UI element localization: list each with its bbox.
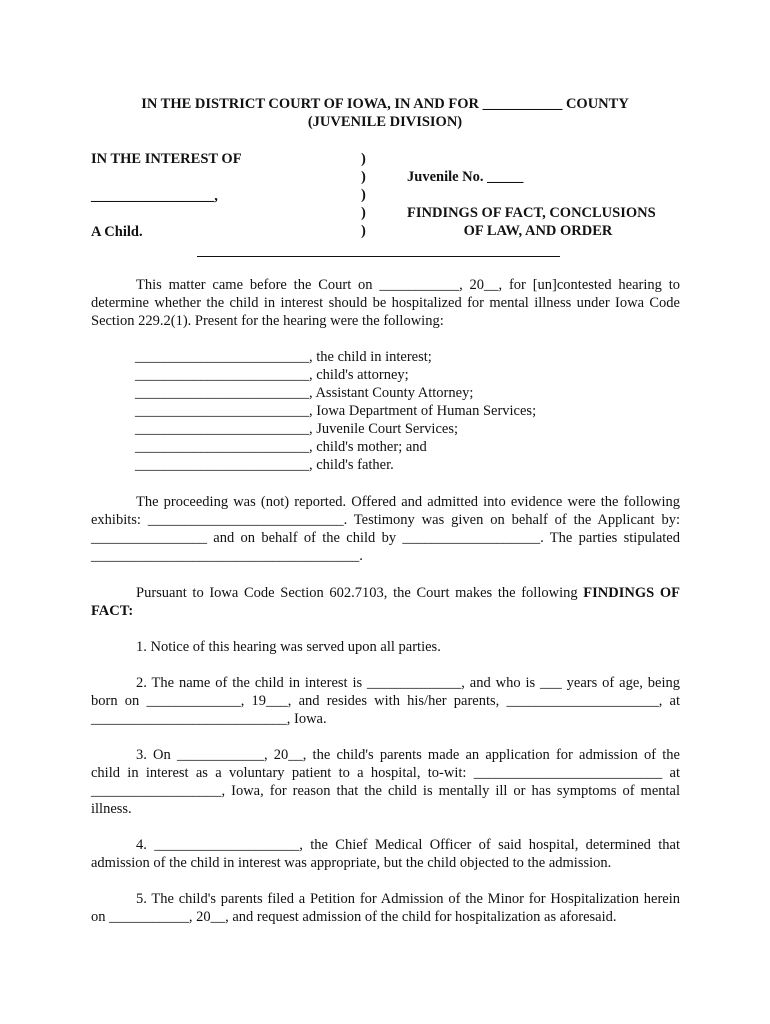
caption-a-child: A Child. [91,224,143,240]
paragraph-line: on ___________, 20__, and request admission of the child for hospitalization as aforesaid. [91,909,617,925]
juvenile-number: Juvenile No. _____ [407,169,524,185]
caption-paren: ) [361,169,366,185]
paragraph-line: admission of the child in interest was appropriate, but the child objected to the admission. [91,855,612,871]
caption-paren: ) [361,187,366,203]
caption-paren: ) [361,223,366,239]
findings-heading: FINDINGS OF [583,585,680,601]
finding-4 [91,836,680,872]
finding-3 [91,746,680,818]
court-header-line2: (JUVENILE DIVISION) [307,114,463,130]
attendee-line: ________________________, the child in interest; [135,349,432,365]
proceeding-paragraph [91,493,680,565]
paragraph-line: 4. ____________________, the Chief Medical Officer of said hospital, determined that [136,837,680,853]
attendee-line: ________________________, Assistant County Attorney; [135,385,474,401]
caption-divider [197,256,560,257]
paragraph-line: Section 229.2(1). Present for the hearing were the following: [91,313,444,329]
attendee-line: ________________________, Juvenile Court Services; [135,421,459,437]
caption-name-blank: _________________, [91,188,218,204]
document-title-line2: OF LAW, AND ORDER [463,223,613,239]
findings-intro-text: Pursuant to Iowa Code Section 602.7103, the Court makes the following [136,585,578,601]
finding-5 [91,890,680,926]
attendee-line: ________________________, Iowa Department of Human Services; [135,403,537,419]
paragraph-line: _____________________________________. [91,548,363,564]
paragraph-line: 5. The child's parents filed a Petition for Admission of the Minor for Hospitalization herein [136,891,680,907]
attendee-line: ________________________, child's attorney; [135,367,409,383]
paragraph-line [91,584,680,602]
caption-paren: ) [361,205,366,221]
paragraph-line: born on _____________, 19___, and resides with his/her parents, _____________________, at [91,693,680,709]
paragraph-line: __________________, Iowa, for reason that the child is mentally ill or has symptoms of mental [91,783,680,799]
paragraph-line: determine whether the child in interest should be hospitalized for mental illness under Iowa Code [91,295,680,311]
paragraph-line: 2. The name of the child in interest is _____________, and who is ___ years of age, being [136,675,680,691]
findings-heading-cont: FACT: [91,603,134,619]
caption-paren: ) [361,151,366,167]
paragraph-line: child in interest as a voluntary patient to a hospital, to-wit: __________________________ at [91,765,680,781]
paragraph-line: 3. On ____________, 20__, the child's parents made an application for admission of the [136,747,680,763]
caption-interest-of: IN THE INTEREST OF [91,151,242,167]
paragraph-line: The proceeding was (not) reported. Offered and admitted into evidence were the following [136,494,680,510]
attendee-line: ________________________, child's father. [135,457,394,473]
findings-intro-paragraph [91,584,680,620]
intro-paragraph [91,276,680,330]
paragraph-line: exhibits: ___________________________. Testimony was given on behalf of the Applicant by: [91,512,680,528]
court-header-line1: IN THE DISTRICT COURT OF IOWA, IN AND FOR ___________ COUNTY [141,96,629,112]
paragraph-line: ________________ and on behalf of the child by ___________________. The parties stipulated [91,530,680,546]
attendee-line: ________________________, child's mother; and [135,439,427,455]
paragraph-line: This matter came before the Court on ___________, 20__, for [un]contested hearing to [136,277,680,293]
paragraph-line: 1. Notice of this hearing was served upon all parties. [136,639,441,655]
finding-2 [91,674,680,728]
paragraph-line: ___________________________, Iowa. [91,711,327,727]
document-title-line1: FINDINGS OF FACT, CONCLUSIONS [407,205,656,221]
paragraph-line: illness. [91,801,132,817]
finding-1 [91,638,680,656]
